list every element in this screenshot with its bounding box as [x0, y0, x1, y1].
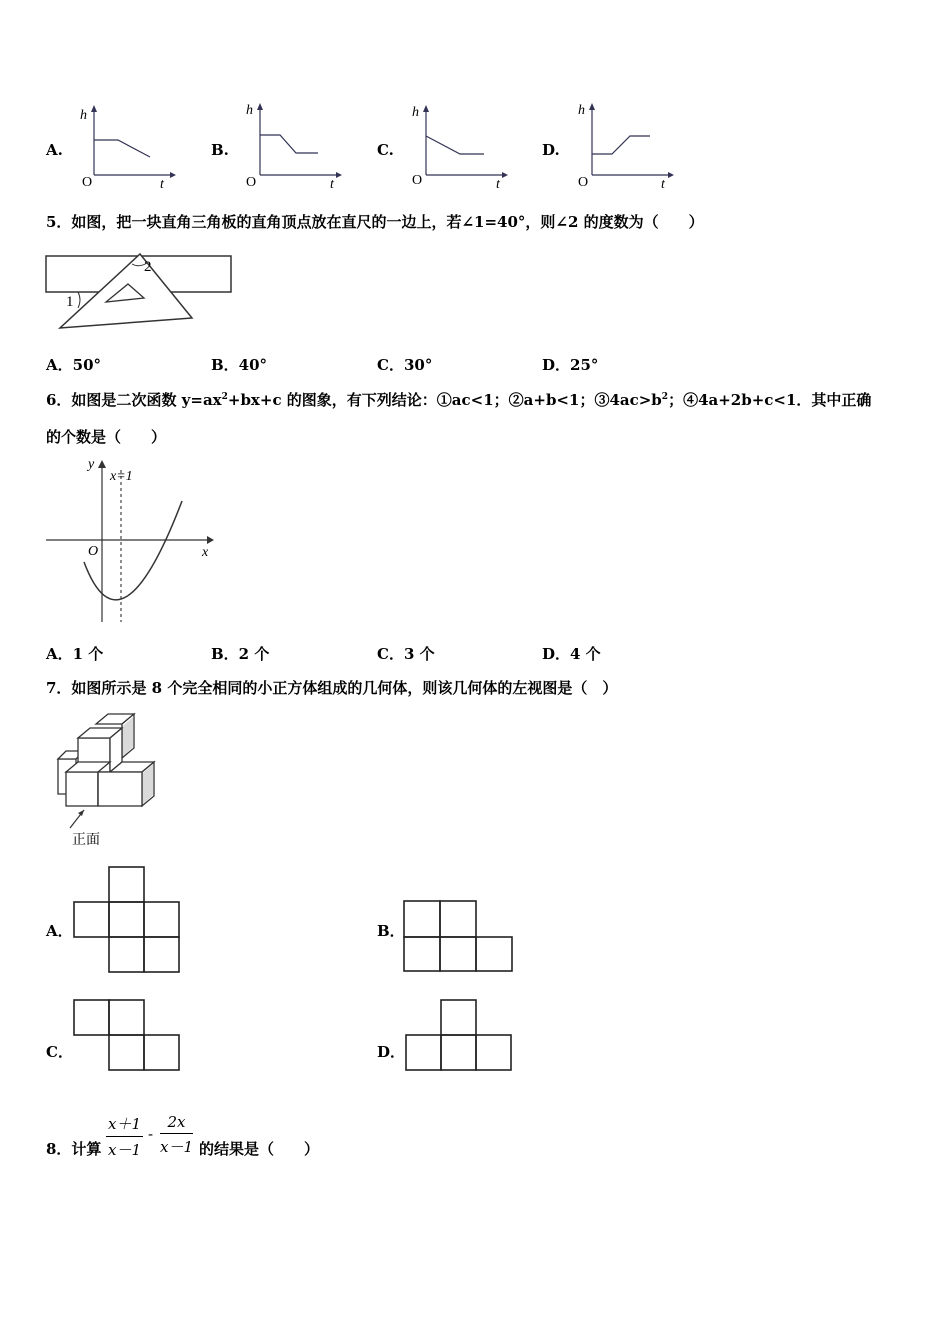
q8-prefix: 8．计算 — [46, 1140, 102, 1158]
q7-option-c-view — [72, 998, 184, 1074]
q8-suffix: 的结果是（ ） — [199, 1140, 320, 1158]
q4-d-h-label: h — [578, 103, 585, 118]
q6-y-label: y — [88, 457, 95, 472]
q7-option-d-letter: D． — [377, 1043, 406, 1061]
q6-parabola-figure — [44, 456, 219, 628]
q6-axis-label: x=1 — [110, 469, 133, 484]
q7-option-b-view — [402, 899, 516, 975]
q4-graph-c — [404, 100, 509, 192]
q4-option-c-letter: C. — [377, 141, 394, 159]
q4-c-origin-label: O — [412, 173, 423, 188]
q5-option-c: C．30° — [377, 356, 433, 374]
q8-frac2-numerator: 2x — [160, 1113, 193, 1134]
q6-text-b: +bx+c 的图象，有下列结论：①ac<1；②a+b<1；③4ac>b — [227, 391, 662, 409]
q4-a-h-label: h — [80, 108, 87, 123]
q5-ruler-triangle-figure — [44, 250, 239, 332]
q8-minus-sign: - — [148, 1125, 154, 1143]
q7-option-a-view — [72, 865, 184, 977]
q4-b-origin-label: O — [246, 175, 257, 190]
q4-a-t-label: t — [160, 177, 164, 192]
q4-d-t-label: t — [661, 177, 665, 192]
q5-option-a: A．50° — [46, 356, 102, 374]
q4-graph-d — [570, 100, 675, 192]
q4-graph-b — [238, 100, 343, 192]
q4-option-a-letter: A. — [46, 141, 63, 159]
q7-option-d-view — [404, 998, 516, 1074]
q6-sup: 2 — [221, 392, 228, 402]
q7-cube-solid-figure — [44, 712, 162, 852]
q8-fraction-2 — [160, 1113, 193, 1157]
q6-text-a: 6．如图是二次函数 y=ax — [46, 391, 222, 409]
q5-question-text: 5．如图，把一块直角三角板的直角顶点放在直尺的一边上，若∠1=40°，则∠2 的度数为（ ） — [46, 213, 704, 231]
q4-d-origin-label: O — [578, 175, 589, 190]
q5-option-d: D．25° — [542, 356, 599, 374]
q8-frac2-denominator: x－1 — [160, 1138, 194, 1156]
q6-sup2: 2 — [661, 392, 669, 402]
q5-option-b: B．40° — [211, 356, 268, 374]
q5-angle1-label: 1 — [66, 294, 74, 310]
q4-b-h-label: h — [246, 103, 253, 118]
q6-x-label: x — [202, 545, 209, 560]
q8-frac1-denominator: x－1 — [108, 1141, 142, 1159]
q6-option-b: B．2 个 — [211, 645, 270, 663]
q8-fraction-1 — [106, 1113, 143, 1160]
q4-c-h-label: h — [412, 105, 419, 120]
q5-angle2-label: 2 — [144, 259, 152, 275]
q6-question-line1 — [46, 389, 871, 410]
q4-a-origin-label: O — [82, 175, 93, 190]
q6-option-a: A．1 个 — [46, 645, 104, 663]
q6-option-c: C．3 个 — [377, 645, 435, 663]
q7-option-b-letter: B． — [377, 922, 405, 940]
q4-option-d-letter: D. — [542, 141, 560, 159]
q7-option-a-letter: A． — [46, 922, 73, 940]
q6-question-line2: 的个数是（ ） — [46, 428, 167, 446]
q8-frac1-numerator: x＋1 — [106, 1113, 143, 1137]
q6-origin-label: O — [88, 544, 99, 559]
q4-graph-a — [72, 100, 177, 192]
q4-option-b-letter: B. — [211, 141, 229, 159]
q7-front-label: 正面 — [72, 833, 100, 848]
q7-option-c-letter: C． — [46, 1043, 73, 1061]
q7-question-text: 7．如图所示是 8 个完全相同的小正方体组成的几何体，则该几何体的左视图是（ ） — [46, 679, 618, 697]
q6-text-c: ；④4a+2b+c<1．其中正确 — [668, 391, 872, 409]
q6-option-d: D．4 个 — [542, 645, 601, 663]
q4-b-t-label: t — [330, 177, 334, 192]
q4-c-t-label: t — [496, 177, 500, 192]
